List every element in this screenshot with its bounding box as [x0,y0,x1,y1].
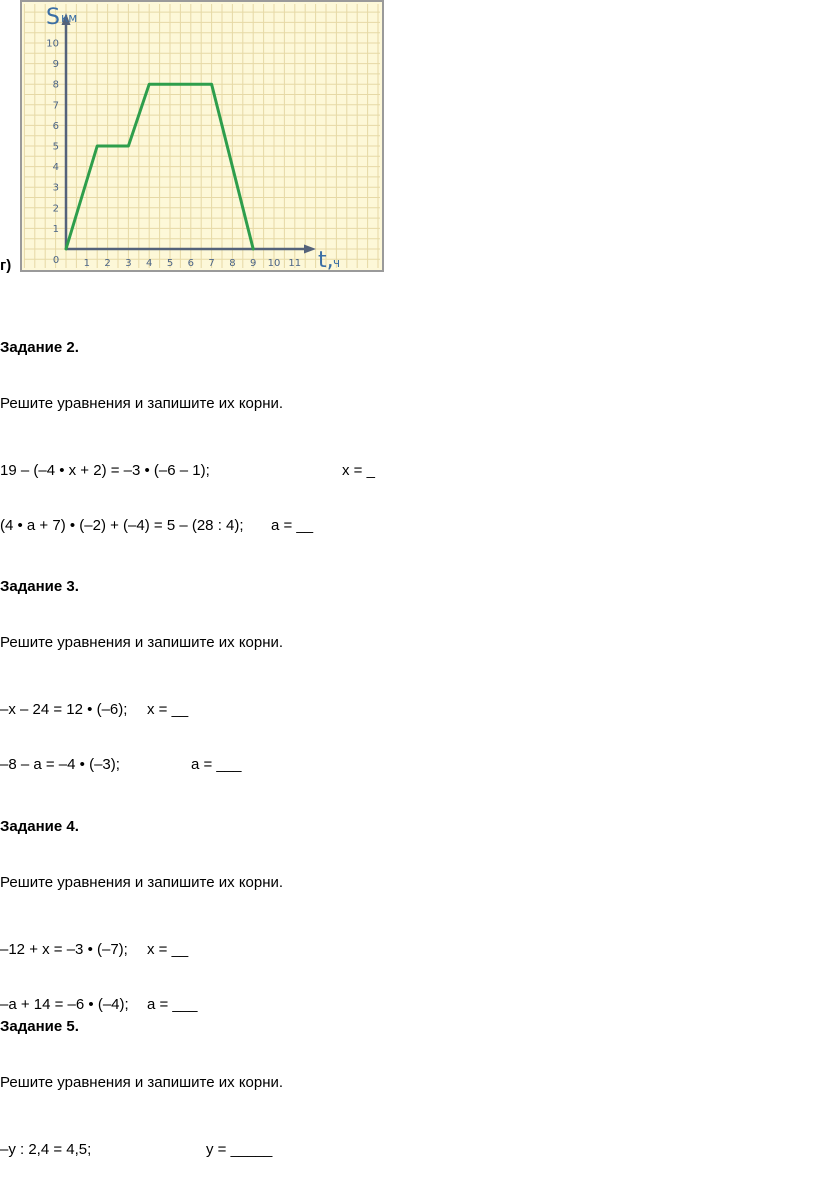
x-tick-label: 3 [125,258,132,269]
y-tick-label: 4 [52,162,59,174]
y-tick-label: 8 [52,79,59,91]
task-2-equation-1: 19 – (–4 • x + 2) = –3 • (–6 – 1); [0,462,210,479]
y-tick-label: 1 [52,223,59,235]
task-4-equation-1: –12 + x = –3 • (–7); [0,941,128,958]
task-2-equation-2: (4 • a + 7) • (–2) + (–4) = 5 – (28 : 4); [0,517,244,534]
task-4-instruction: Решите уравнения и запишите их корни. [0,874,284,891]
y-tick-label: 5 [52,141,59,153]
task-4-heading: Задание 4. [0,818,79,835]
x-tick-label: 1 [83,258,90,269]
x-tick-label: 8 [229,258,236,269]
task-2-heading: Задание 2. [0,339,79,356]
y-tick-label: 3 [52,182,59,194]
x-tick-label: 6 [187,258,194,269]
y-tick-label: 7 [52,100,59,112]
task-5-heading: Задание 5. [0,1018,79,1035]
task-3-answer-2: a = ___ [191,756,242,773]
chart-svg [20,0,384,272]
x-tick-label: 10 [267,258,281,269]
x-tick-label: 5 [166,258,174,269]
x-tick-label: 9 [250,258,257,269]
task-2-answer-1: x = _ [342,462,375,479]
y-tick-label: 6 [52,120,59,132]
x-tick-label: 4 [146,258,153,269]
task-5-equation-1: –y : 2,4 = 4,5; [0,1141,92,1158]
y-tick-label: 10 [46,38,59,50]
task-2-answer-2: a = __ [271,517,314,534]
task-3-heading: Задание 3. [0,578,79,595]
task-3-equation-1: –x – 24 = 12 • (–6); [0,701,128,718]
x-tick-label: 7 [208,258,215,269]
task-3-answer-1: x = __ [147,701,189,718]
task-2-instruction: Решите уравнения и запишите их корни. [0,395,284,412]
task-4-answer-1: x = __ [147,941,189,958]
item-label: г) [0,257,12,274]
x-tick-label: 11 [288,258,302,269]
y-axis-unit-label: км [61,11,78,25]
task-5-answer-1: y = _____ [206,1141,273,1158]
origin-label: 0 [52,255,60,266]
x-axis-label: t, [318,248,334,272]
task-3-instruction: Решите уравнения и запишите их корни. [0,634,284,651]
x-tick-label: 2 [104,258,111,269]
x-axis-unit-label: ч [333,256,341,270]
task-5-instruction: Решите уравнения и запишите их корни. [0,1074,284,1091]
task-3-equation-2: –8 – a = –4 • (–3); [0,756,120,773]
task-4-answer-2: a = ___ [147,996,198,1013]
task-4-equation-2: –a + 14 = –6 • (–4); [0,996,129,1013]
y-tick-label: 9 [52,59,59,71]
distance-time-chart [20,0,384,272]
y-axis-label: S [46,5,60,30]
y-tick-label: 2 [52,203,59,215]
